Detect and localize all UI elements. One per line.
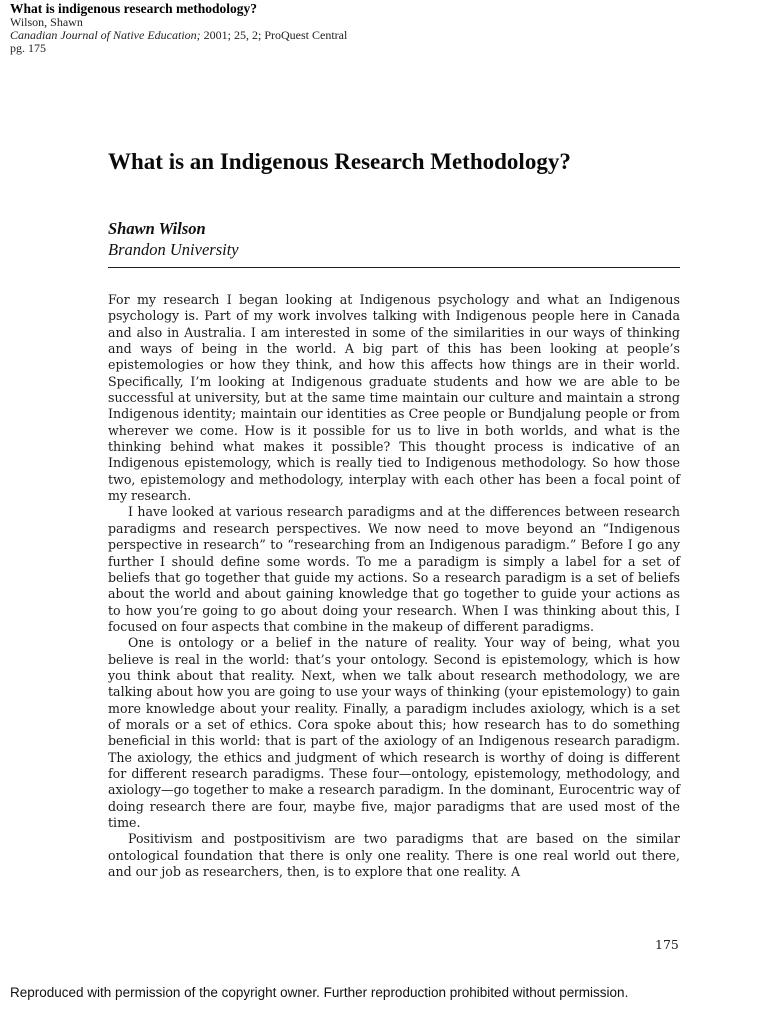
page-number: 175 <box>655 937 679 952</box>
document-title: What is indigenous research methodology? <box>10 1 258 16</box>
copyright-notice: Reproduced with permission of the copyright owner. Further reproduction prohibited without permission. <box>10 985 629 1000</box>
paragraph: For my research I began looking at Indigenous psychology and what an Indigenous psychology is. Part of my work involves talking with Indigenous people here in Canada and also in Australia. I am interested in some of the similarities in our ways of thinking and ways of being in the world. A big part of this has been looking at people’s epistemologies or how they think, and how this affects how things are in their world. Specifically, I’m looking at Indigenous graduate students and how we are able to be successful at university, but at the same time maintain our culture and maintain a strong Indigenous identity; maintain our identities as Cree people or Bundjalung people or from wherever we come. How is it possible for us to live in both worlds, and what is the thinking behind what makes it possible? This thought process is indicative of an Indigenous epistemology, which is really tied to Indigenous methodology. So how those two, epistemology and methodology, interplay with each other has been a focal point of my research. <box>108 292 680 504</box>
article-author: Shawn Wilson <box>108 219 206 238</box>
paragraph: One is ontology or a belief in the nature of reality. Your way of being, what you believe is real in the world: that’s your ontology. Second is epistemology, which is how you think about that reality. Next, when we talk about research methodology, we are talking about how you are going to use your ways of thinking (your epistemology) to gain more knowledge about your reality. Finally, a paradigm includes axiology, which is a set of morals or a set of ethics. Cora spoke about this; how research has to do something beneficial in this world: that is part of the axiology of an Indigenous research paradigm. The axiology, the ethics and judgment of which research is worthy of doing is different for different research paradigms. These four—ontology, epistemology, methodology, and axiology—go together to make a research paradigm. In the dominant, Eurocentric way of doing research there are four, maybe five, major paradigms that are used most of the time. <box>108 635 680 830</box>
article-body <box>108 292 680 880</box>
document-author: Wilson, Shawn <box>10 15 83 29</box>
paragraph: Positivism and postpositivism are two paradigms that are based on the similar ontological foundation that there is only one reality. There is one real world out there, and our job as researchers, then, is to explore that one reality. A <box>108 831 680 880</box>
page-reference: pg. 175 <box>10 41 46 55</box>
journal-name: Canadian Journal of Native Education; <box>10 28 201 42</box>
document-header <box>10 2 347 55</box>
article-title: What is an Indigenous Research Methodology? <box>108 149 571 174</box>
citation-details: 2001; 25, 2; ProQuest Central <box>200 28 348 42</box>
author-affiliation: Brandon University <box>108 240 239 259</box>
paragraph: I have looked at various research paradigms and at the differences between research paradigms and research perspectives. We now need to move beyond an “Indigenous perspective in research” to “researching from an Indigenous paradigm.” Before I go any further I should define some words. To me a paradigm is simply a label for a set of beliefs that go together that guide my actions. So a research paradigm is a set of beliefs about the world and about gaining knowledge that go together to guide your actions as to how you’re going to go about doing your research. When I was thinking about this, I focused on four aspects that combine in the makeup of different paradigms. <box>108 504 680 634</box>
source-citation <box>10 29 347 42</box>
title-divider <box>108 267 680 268</box>
